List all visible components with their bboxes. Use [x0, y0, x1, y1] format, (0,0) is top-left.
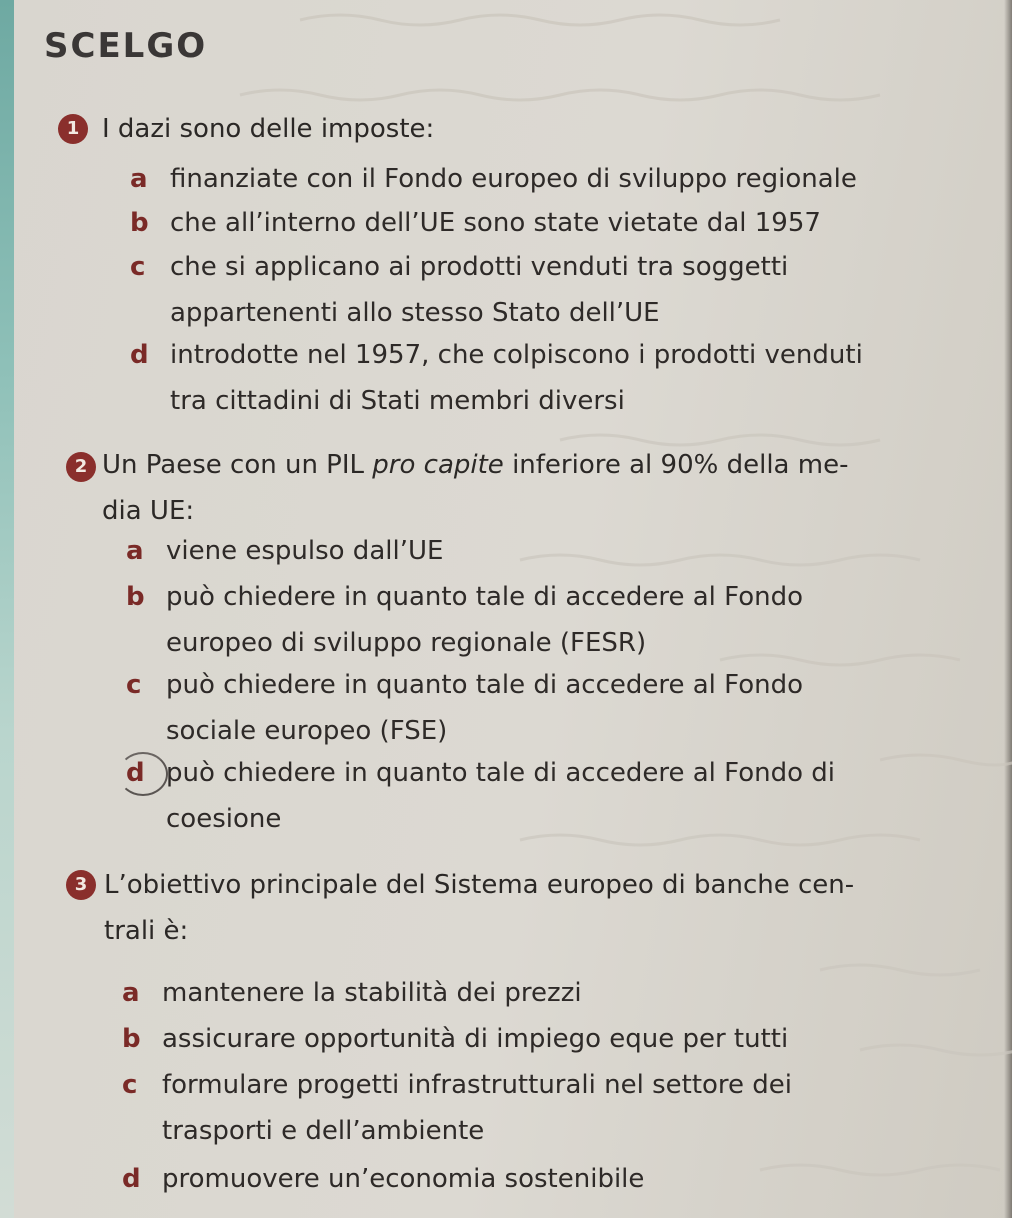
answer-option[interactable] [122, 1156, 922, 1202]
option-text: viene espulso dall’UE [166, 536, 444, 566]
option-letter: c [126, 670, 142, 700]
answer-option[interactable] [122, 970, 922, 1016]
option-letter: b [122, 1024, 141, 1054]
answer-option[interactable] [122, 1062, 922, 1154]
option-letter: a [130, 164, 148, 194]
question-stem-italic: pro capite [372, 450, 504, 480]
answer-option[interactable] [130, 156, 930, 202]
option-letter: a [126, 536, 144, 566]
option-text: promuovere un’economia sostenibile [162, 1164, 645, 1194]
option-text: può chiedere in quanto tale di accedere al Fondo [166, 670, 803, 700]
option-text: mantenere la stabilità dei prezzi [162, 978, 582, 1008]
option-text: finanziate con il Fondo europeo di sviluppo regionale [170, 164, 857, 194]
option-letter: d [130, 340, 149, 370]
option-letter: b [126, 582, 145, 612]
answer-option[interactable] [130, 332, 930, 424]
option-text-continued: tra cittadini di Stati membri diversi [170, 386, 625, 416]
question-stem-text: I dazi sono delle imposte: [102, 114, 435, 144]
answer-option[interactable] [130, 200, 930, 246]
option-text: assicurare opportunità di impiego eque per tutti [162, 1024, 789, 1054]
question-number-badge: 2 [66, 452, 96, 482]
option-letter: c [130, 252, 146, 282]
question-stem-text: dia UE: [102, 496, 195, 526]
question-stem [102, 106, 932, 152]
question-stem [102, 442, 932, 534]
answer-option[interactable] [122, 1016, 922, 1062]
question-stem-text: trali è: [104, 916, 189, 946]
option-text-continued: trasporti e dell’ambiente [162, 1116, 485, 1146]
answer-option[interactable] [130, 244, 930, 336]
answer-option[interactable] [126, 662, 926, 754]
option-text: può chiedere in quanto tale di accedere al Fondo di [166, 758, 835, 788]
question-number-badge: 1 [58, 114, 88, 144]
question-stem [104, 862, 934, 954]
question-number-badge: 3 [66, 870, 96, 900]
option-text: che all’interno dell’UE sono state vietate dal 1957 [170, 208, 821, 238]
question-stem-text: inferiore al 90% della me- [503, 450, 849, 480]
question-stem-text: L’obiettivo principale del Sistema europeo di banche cen- [104, 870, 855, 900]
option-text-continued: sociale europeo (FSE) [166, 716, 448, 746]
option-text: formulare progetti infrastrutturali nel settore dei [162, 1070, 793, 1100]
option-letter: d [126, 758, 145, 788]
option-letter: b [130, 208, 149, 238]
option-text-continued: coesione [166, 804, 282, 834]
answer-option[interactable] [126, 574, 926, 666]
answer-option[interactable] [126, 528, 926, 574]
question-stem-text: Un Paese con un PIL [102, 450, 373, 480]
option-text: può chiedere in quanto tale di accedere al Fondo [166, 582, 803, 612]
option-letter: d [122, 1164, 141, 1194]
option-letter: c [122, 1070, 138, 1100]
option-letter: a [122, 978, 140, 1008]
option-text-continued: europeo di sviluppo regionale (FESR) [166, 628, 647, 658]
option-text: introdotte nel 1957, che colpiscono i prodotti venduti [170, 340, 863, 370]
answer-option[interactable] [126, 750, 926, 842]
option-text-continued: appartenenti allo stesso Stato dell’UE [170, 298, 660, 328]
option-text: che si applicano ai prodotti venduti tra soggetti [170, 252, 789, 282]
section-title: SCELGO [44, 26, 208, 66]
